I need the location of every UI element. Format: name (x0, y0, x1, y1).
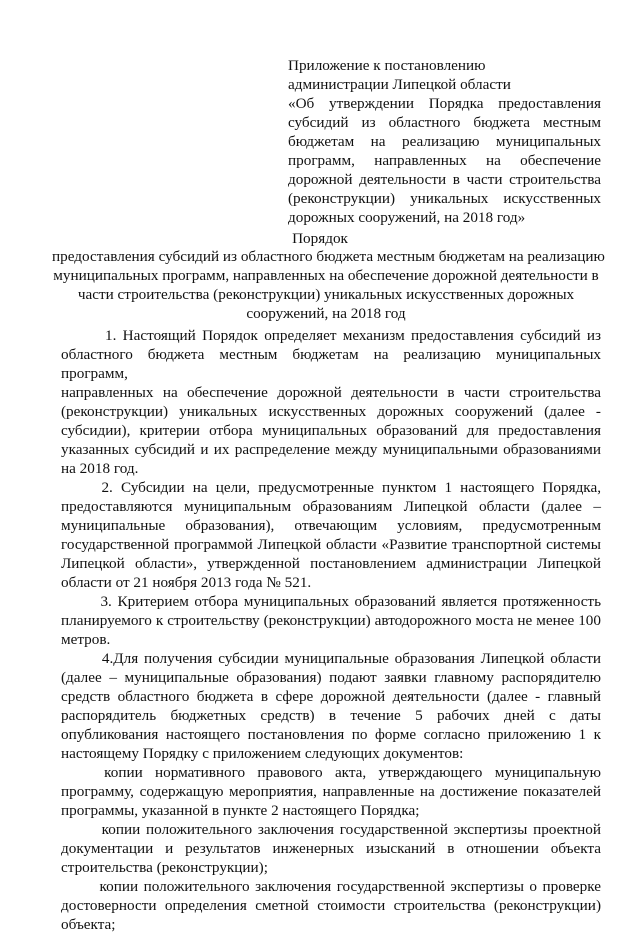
paragraph-line: 2. Субсидии на цели, предусмотренные пунктом 1 настоящего Порядка, (61, 479, 601, 496)
paragraph-2 (61, 478, 601, 592)
annex-line: дорожных сооружений, на 2018 год» (288, 209, 526, 226)
paragraph-line: муниципальные образования), отвечающим условиям, предусмотренным (61, 517, 601, 534)
paragraph-line: (реконструкции) уникальных искусственных дорожных сооружений (далее - (61, 403, 601, 420)
annex-line: «Об утверждении Порядка предоставления (288, 95, 601, 112)
paragraph-line: 4.Для получения субсидии муниципальные образования Липецкой области (61, 650, 601, 667)
list-item-cost-verification (61, 877, 601, 934)
annex-line: Приложение к постановлению (288, 57, 486, 74)
paragraph-line: настоящему Порядку с приложением следующих документов: (61, 745, 464, 762)
paragraph-line: достоверности определения сметной стоимости строительства (реконструкции) (61, 897, 601, 914)
list-item-expertise-conclusion (61, 820, 601, 877)
paragraph-line: программы, указанной в пункте 2 настоящего Порядка; (61, 802, 420, 819)
annex-line: администрации Липецкой области (288, 76, 511, 93)
paragraph-1 (61, 326, 601, 478)
annex-line: дорожной деятельности в части строительства (288, 171, 601, 188)
paragraph-line: государственной программой Липецкой области «Развитие транспортной системы (61, 536, 601, 553)
paragraph-line: документации и результатов инженерных изысканий в отношении объекта (61, 840, 601, 857)
paragraph-line: копии нормативного правового акта, утверждающего муниципальную (61, 764, 601, 781)
paragraph-line: копии положительного заключения государственной экспертизы проектной (61, 821, 601, 838)
paragraph-4 (61, 649, 601, 763)
paragraph-line: программу, содержащую мероприятия, направленные на достижение показателей (61, 783, 601, 800)
paragraph-line: предоставляются муниципальным образованиям Липецкой области (далее – (61, 498, 601, 515)
paragraph-line: средств областного бюджета в сфере дорожной деятельности (далее - главный (61, 688, 601, 705)
subtitle-line: муниципальных программ, направленных на обеспечение дорожной деятельности в (53, 267, 599, 284)
subtitle-line: части строительства (реконструкции) уникальных искусственных дорожных (77, 286, 575, 303)
document-title: Порядок (292, 230, 348, 247)
subtitle-line: предоставления субсидий из областного бюджета местным бюджетам на реализацию (52, 248, 605, 265)
paragraph-line: 1. Настоящий Порядок определяет механизм предоставления субсидий из (61, 327, 601, 344)
paragraph-line: субсидии), критерии отбора муниципальных образований для предоставления (61, 422, 601, 439)
paragraph-line: указанных субсидий и их распределение между муниципальными образованиями (61, 441, 601, 458)
annex-header (288, 56, 601, 227)
paragraph-line: планируемого к строительству (реконструкции) автодорожного моста не менее 100 (61, 612, 601, 629)
annex-line: субсидий из областного бюджета местным (288, 114, 601, 131)
subtitle-line: сооружений, на 2018 год (246, 305, 406, 322)
paragraph-line: метров. (61, 631, 111, 648)
paragraph-line: 3. Критерием отбора муниципальных образований является протяженность (61, 593, 601, 610)
paragraph-3 (61, 592, 601, 649)
paragraph-line: (далее – муниципальные образования) подают заявки главному распорядителю (61, 669, 601, 686)
paragraph-line: опубликования настоящего постановления по форме согласно приложению 1 к (61, 726, 601, 743)
paragraph-line: объекта; (61, 916, 116, 933)
annex-line: бюджетам на реализацию муниципальных (288, 133, 601, 150)
annex-line: (реконструкции) уникальных искусственных (288, 190, 601, 207)
paragraph-line: строительства (реконструкции); (61, 859, 268, 876)
paragraph-line: распорядитель бюджетных средств) в течение 5 рабочих дней с даты (61, 707, 601, 724)
paragraph-line: копии положительного заключения государственной экспертизы о проверке (61, 878, 601, 895)
paragraph-line: областного бюджета местным бюджетам на реализацию муниципальных программ, (61, 346, 601, 382)
annex-line: программ, направленных на обеспечение (288, 152, 601, 169)
paragraph-line: области от 21 ноября 2013 года № 521. (61, 574, 312, 591)
paragraph-line: направленных на обеспечение дорожной деятельности в части строительства (61, 384, 601, 401)
document-body (61, 326, 601, 934)
document-subtitle (52, 247, 605, 323)
paragraph-line: Липецкой области», утвержденной постановлением администрации Липецкой (61, 555, 601, 572)
paragraph-line: на 2018 год. (61, 460, 139, 477)
list-item-normative-act (61, 763, 601, 820)
